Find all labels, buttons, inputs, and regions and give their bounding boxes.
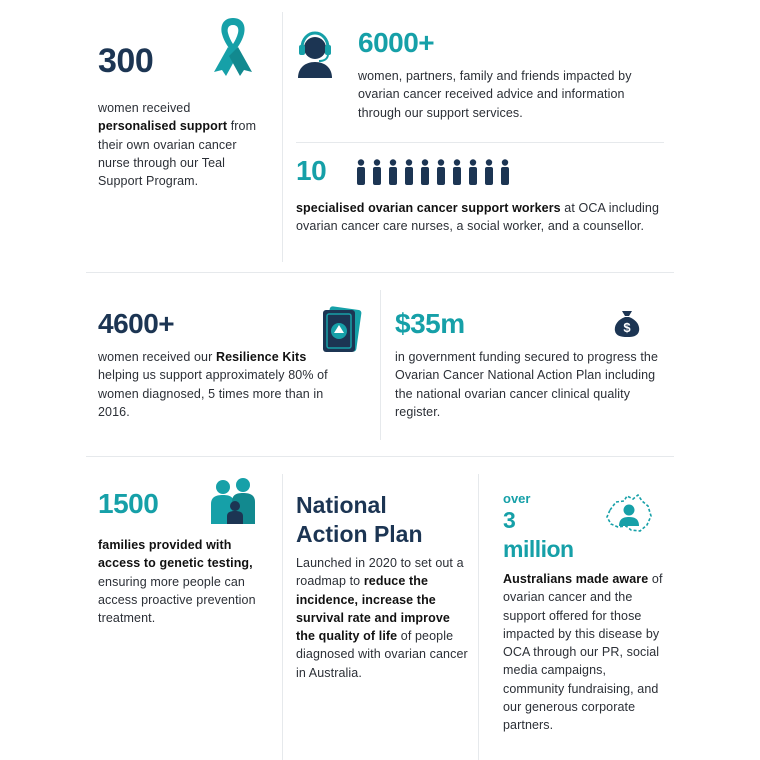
divider-vertical-bottom-2 (478, 474, 479, 760)
description-bold: personalised support (98, 119, 228, 134)
family-icon (208, 476, 258, 526)
description-bold: reduce the incidence, increase the survival rate and improve the quality of life (296, 574, 450, 644)
divider-vertical-mid (380, 290, 381, 440)
stat-description (296, 199, 664, 236)
divider-inner-top (296, 142, 664, 143)
stat-description (296, 554, 470, 682)
stat-number: 1500 (98, 488, 159, 519)
australia-person-icon (604, 492, 654, 538)
stat-number: 10 (296, 155, 327, 186)
divider-horizontal-2 (86, 456, 674, 457)
divider-horizontal-1 (86, 272, 674, 273)
people-row-icon (356, 159, 512, 185)
plan-title (296, 491, 423, 549)
description-text: helping us support approximately 80% of women diagnosed, 5 times more than in 2016. (98, 368, 328, 419)
divider-vertical-bottom-1 (282, 474, 283, 760)
description-text: women received our (98, 350, 216, 364)
stat-prefix: over (503, 491, 531, 506)
divider-vertical-top (282, 12, 283, 262)
headset-support-icon (294, 28, 336, 80)
stat-description: women, partners, family and friends impacted by ovarian cancer received advice and information through our support services. (358, 69, 632, 120)
description-text: Launched in 2020 to set out a roadmap to (296, 556, 464, 589)
description-bold: Resilience Kits (215, 350, 307, 364)
stat-description: in government funding secured to progress the Ovarian Cancer National Action Plan including the national ovarian cancer clinical quality register. (395, 350, 658, 419)
stat-number: 3 (503, 507, 516, 533)
money-bag-icon (612, 308, 642, 338)
stat-unit: million (503, 536, 574, 562)
svg-text:$: $ (623, 320, 631, 335)
description-text: of people diagnosed with ovarian cancer in Australia. (296, 629, 468, 680)
description-bold: specialised ovarian cancer support workers (296, 201, 561, 215)
description-text: from their own ovarian cancer nurse through our Teal Support Program. (98, 119, 257, 189)
stat-number: 4600+ (98, 308, 175, 339)
stat-number: $35m (395, 308, 465, 339)
description-bold: Australians made aware (503, 572, 649, 586)
description-text: of ovarian cancer and the support offered for those impacted by this disease by OCA through our PR, social media campaigns, community fundraising, and our generous corporate partners. (503, 572, 663, 733)
description-text: at OCA including ovarian cancer care nurses, a social worker, and a counsellor. (296, 201, 660, 234)
resilience-kit-icon (318, 306, 364, 354)
stat-description (98, 99, 264, 190)
stat-number: 6000+ (358, 27, 435, 58)
stat-description (503, 570, 663, 735)
description-text: ensuring more people can access proactive prevention treatment. (98, 574, 256, 626)
plan-title-line: National (296, 492, 387, 518)
stat-number: 300 (98, 42, 154, 80)
ribbon-icon (206, 14, 260, 78)
stat-description (98, 348, 334, 421)
description-bold: families provided with access to genetic testing, (98, 538, 253, 571)
stat-description (98, 536, 270, 627)
plan-title-line: Action Plan (296, 521, 423, 547)
description-text: women received (98, 101, 191, 115)
